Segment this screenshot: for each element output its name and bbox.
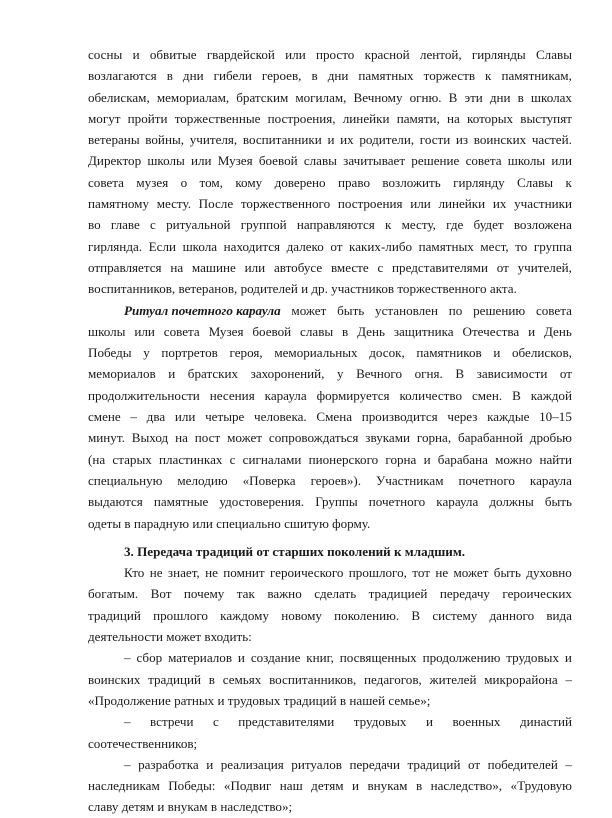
text-line: обелискам, мемориалам, братским могилам, Вечному огню. В эти дни в школах [88,89,572,105]
text-line: возлагаются в дни гибели героев, в дни памятных торжеств к памятникам, [88,68,572,84]
list-item [88,647,572,711]
text-line: специальную мелодию «Поверка героев»). Участникам почетного караула [88,472,572,488]
text-line: наследникам Победы: «Подвиг наш детям и внукам в наследство», «Трудовую [88,778,572,794]
text-line: богатым. Вот почему так важно сделать традицией передачу героических [88,586,572,602]
document-page [88,44,572,818]
text-line: гирлянда. Если школа находится далеко от каких-либо памятных мест, то группа [88,238,572,254]
text-line: одеты в парадную или специально сшитую форму. [88,515,371,531]
text-line-first: Ритуал почетного караула может быть установлен по решению совета [88,300,572,321]
text-line: (на старых пластинках с сигналами пионерского горна и барабана можно найти [88,451,572,467]
text-line: выдаются памятные удостоверения. Группы почетного караула должны быть [88,494,572,510]
paragraph-2 [88,300,572,534]
paragraph-3 [88,562,572,647]
text-line: Победы у портретов героя, мемориальных досок, памятников и обелисков, [88,345,572,361]
section-heading: 3. Передача традиций от старших поколений к младшим. [124,543,466,559]
text-line: Кто не знает, не помнит героического прошлого, тот не может быть духовно [124,565,572,581]
text-line: воспитанников, ветеранов, родителей и др. участников торжественного акта. [88,281,517,297]
ritual-term: Ритуал почетного караула [124,302,281,318]
text-line: во главе с ритуальной группой направляются к месту, где будет возложена [88,217,572,233]
text-line: мемориалов и братских захоронений, у Вечного огня. В зависимости от [88,366,572,382]
text-line: совета музея о том, кому доверено право возложить гирлянду Славы к [88,174,572,190]
list-item [88,754,572,818]
text-line: продолжительности несения караула формируется количество смен. В каждой [88,387,572,403]
text-line: «Продолжение ратных и трудовых традиций в нашей семье»; [88,692,431,708]
text-line: – разработка и реализация ритуалов передачи традиций от победителей – [124,756,572,772]
text-line: деятельности может входить: [88,629,252,645]
paragraph-1 [88,44,572,300]
text-line: ветераны войны, учителя, воспитанники и их родители, гости из воинских частей. [88,132,572,148]
list-item [88,711,572,754]
text-line: славу детям и внукам в наследство»; [88,799,293,815]
text-line: школы или совета Музея боевой славы в День защитника Отечества и День [88,323,572,339]
text-line: могут пройти торжественные построения, линейки памяти, на которых выступят [88,110,572,126]
text-line: сосны и обвитые гвардейской или просто красной лентой, гирлянды Славы [88,47,572,62]
text-line: – сбор материалов и создание книг, посвященных продолжению трудовых и [124,650,572,666]
text-line: – встречи с представителями трудовых и военных династий [124,714,572,730]
text-line: Директор школы или Музея боевой славы зачитывает решение совета школы или [88,153,572,169]
text-line: минут. Выход на пост может сопровождаться звуками горна, барабанной дробью [88,430,572,446]
text-line: отправляется на машине или автобусе вместе с представителями от учителей, [88,259,572,275]
text-line: соотечественников; [88,735,198,751]
text-line: смене – два или четыре человека. Смена производится через каждые 10–15 [88,409,572,425]
text-line: памятному месту. После торжественного построения или линейки их участники [88,196,572,212]
text-line: воинских традиций в семьях воспитанников, педагогов, жителей микрорайона – [88,671,572,687]
text-line: традиций прошлого каждому новому поколению. В систему данного вида [88,607,572,623]
